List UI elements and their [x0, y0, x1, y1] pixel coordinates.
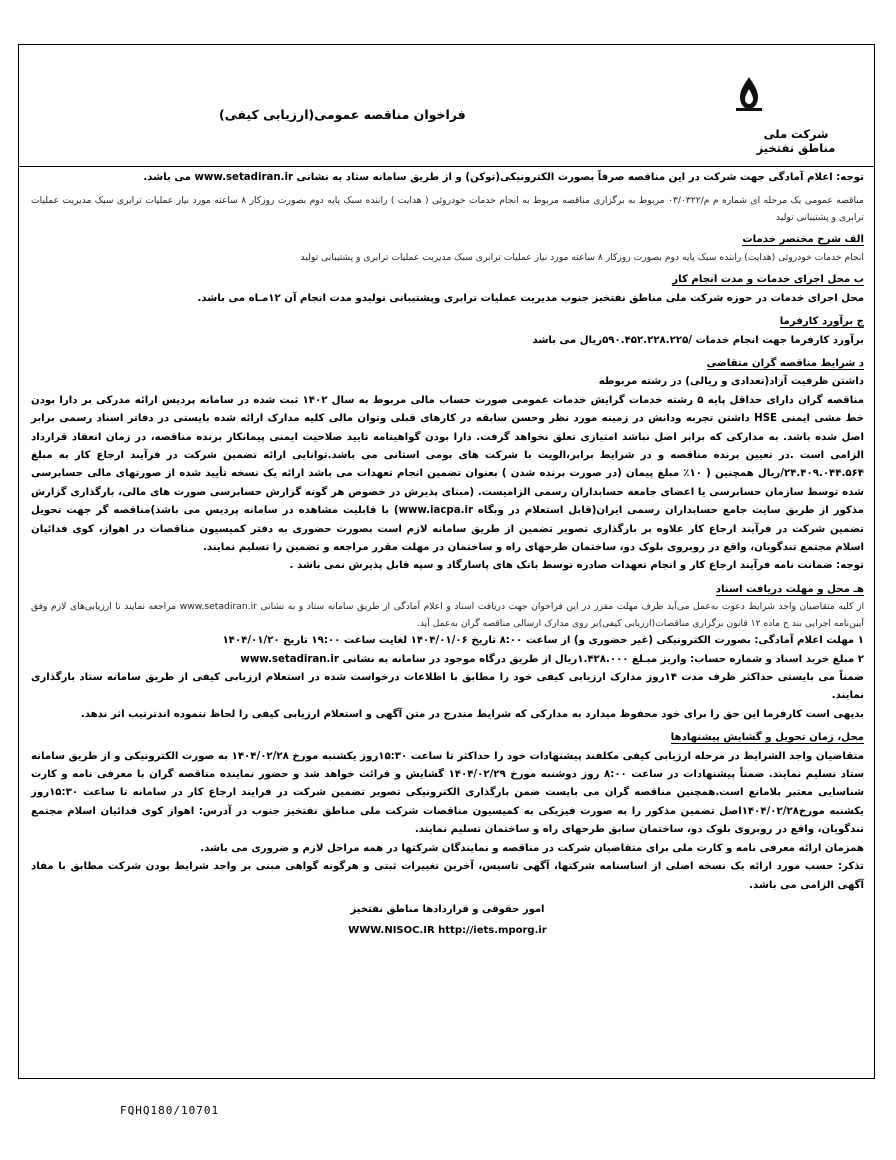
page-title: فراخوان مناقصه عمومی(ارزیابی کیفی)	[219, 107, 466, 122]
section-a-title: الف شرح مختصر خدمات	[742, 234, 864, 246]
caution-note: تذکر: حسب مورد ارائه یک نسخه اصلی از اساسنامه شرکتها، آگهی تاسیس، آخرین تغییرات ثبتی و هرگونه گواهی مبنی بر واجد شرایط بودن شرکت مطابق با مفاد آگهی الزامی می باشد.	[31, 861, 864, 891]
deadline-item: ۱ مهلت اعلام آمادگی: بصورت الکترونیکی (غیر حضوری و) از ساعت ۸:۰۰ تاریخ ۱۴۰۴/۰۱/۰۶ لغایت ساعت ۱۹:۰۰ تاریخ ۱۴۰۴/۰۱/۲۰	[222, 635, 864, 647]
section-d-title: د شرایط مناقصه گران متقاضی	[706, 357, 864, 369]
section-a-text: انجام خدمات خودروئی (هدایت) راننده سبک پایه دوم بصورت روزکار ۸ ساعته مورد نیاز عملیات ترابری سبک مدیریت عملیات ترابری و پشتیبانی تولید	[300, 251, 864, 263]
document-frame	[18, 44, 875, 1079]
document-header	[19, 45, 874, 167]
fee-item: ۲ مبلغ خرید اسناد و شماره حساب: واریز مبـلغ ۱.۴۲۸.۰۰۰ریال از طریق درگاه موجود در سامانه به نشانی www.setadiran.ir	[240, 653, 864, 665]
tender-intro: مناقصه عمومی یک مرحله ای شماره م م/۰۳/۰۳۲۲ مربوط به برگزاری مناقصه مربوط به انجام خدمات خودروئی ( هدایت ) راننده سبک پایه دوم بصورت روزکار ۸ ساعته مورد نیاز عملیات ترابری سبک مدیریت عملیات ترابری و پشتیبانی تولید	[31, 195, 864, 223]
signature-dept: امور حقوقی و قراردادها مناطق نفتخیز	[350, 903, 545, 915]
company-name-line1: شرکت ملی	[763, 127, 829, 141]
section-d-line1: داشتن ظرفیت آزاد(تعدادی و ریالی) در رشته مربوطه	[598, 376, 864, 388]
section-h-title: هـ محل و مهلت دریافت اسناد	[715, 583, 864, 595]
section-c-text: برآورد کارفرما جهت انجام خدمات /۵۹۰.۴۵۲.۲۲۸.۲۲۵ریال می باشد	[532, 334, 864, 346]
section-d-paragraph: مناقصه گران دارای حداقل پایه ۵ رشته خدمات گرایش خدمات عمومی صورت حساب مالی مربوط به سال ۱۴۰۲ ثبت شده در سامانه پردیس ارائه مدرکی بر دارا بودن خط مشی ایمنی HSE داشتن تجربه ودانش در زمینه مورد نظر وحسن سابقه در کارهای قبلی وتوان مالی کلیه مدارک ارائه شده بایستی در دفاتر اسناد رسمی برابر اصل شده باشد. به مدارکی که برابر اصل نباشد امتیازی تعلق نخواهد گرفت. دارا بودن گواهینامه تایید صلاحیت ایمنی پیمانکار برنده مناقصه، در زمان انعقاد قرارداد الزامی است .در تعیین برنده مناقصه و در شرایط برابر،الویت با شرکت های بومی استانی می باشد.توانایی ارائه تضمین شرکت در فرآیند ارجاع کار به مبلغ ۲۴.۴۰۹.۰۴۴.۵۶۴/ریال همچنین ( ۱۰٪ مبلغ پیمان (در صورت برنده شدن ) بعنوان تضمین انجام تعهدات می باشد ارائه یک نسخه تأیید شده از صورتهای مالی حسابرسی شده توسط سازمان حسابرسی یا اعضای جامعه حسابداران رسمی الزامیست. (مبنای پذیرش در خصوص هر گونه گزارش حسابرسی صورت های مالی، بارگذاری گزارش مذکور از طریق سایت جامع حسابداران رسمی ایران(قابل استعلام در وبگاه www.iacpa.ir) با قابلیت مشاهده در سامانه پردیس می باشد)مناقصه گر جهت تحویل تضمین شرکت در فرآیند ارجاع کار علاوه بر بارگذاری تصویر تضمین از طریق سامانه لازم است بصورت حضوری به دفتر کمیسیون مناقصات در اهواز، کوی فدائیان اسلام مجتمع تندگویان، واقع در روبروی بلوک دو، ساختمان طرحهای راه و ساختمان در مهلت مقرر مراجعه و تضمین را تسلیم نمایند.	[31, 394, 864, 553]
electronic-notice: توجه: اعلام آمادگی جهت شرکت در این مناقصه صرفاً بصورت الکترونیکی(توکن) و از طریق سامانه ستاد به نشانی www.setadiran.ir می باشد.	[143, 172, 864, 183]
section-c-title: ج برآورد کارفرما	[779, 316, 864, 328]
signature-web: WWW.NISOC.IR http://iets.mporg.ir	[348, 924, 547, 936]
upload-note: ضمناً می بایستی حداکثر ظرف مدت ۱۴روز مدارک ارزیابی کیفی خود را مطابق با اطلاعات درخواست شده در استعلام ارزیابی کیفی از طریق سامانه ستاد بارگذاری نمایند.	[31, 672, 864, 702]
document-body	[31, 169, 864, 941]
company-name	[736, 127, 856, 155]
footer-code: FQHQ180/10701	[120, 1104, 220, 1117]
section-v-title: محل، زمان تحویل و گشایش پیشنهادها	[670, 732, 864, 744]
section-v-paragraph: متقاضیان واجد الشرایط در مرحله ارزیابی کیفی مکلفند پیشنهادات خود را حداکثر تا ساعت ۱۵:۳۰روز یکشنبه مورخ ۱۴۰۴/۰۲/۲۸ به صورت الکترونیکی و از طریق سامانه ستاد تسلیم نمایند. ضمناً پیشنهادات در ساعت ۸:۰۰ روز دوشنبه مورخ ۱۴۰۴/۰۲/۲۹ گشایش و قرائت خواهد شد و حضور نماینده مناقصه گران با معرفی نامه و کارت شناسایی معتبر بلامانع است.همچنین مناقصه گران می بایست ضمن بارگذاری الکترونیکی تصویر تضمین شرکت در فرایند ارجاع کار در سامانه تا ساعت ۱۵:۳۰روز یکشنبه مورخ۱۴۰۴/۰۲/۲۸اصل تضمین مذکور را به صورت فیزیکی به کمیسیون مناقصات شرکت ملی مناطق نفتخیز جنوب در آدرس: اهواز کوی فدائیان اسلام مجتمع تندگویان، واقع در روبروی بلوک دو، ساختمان سابق طرحهای راه و ساختمان تسلیم نمایند.	[31, 750, 865, 836]
signature-block	[31, 899, 864, 941]
section-h-intro: از کلیه متقاضیان واجد شرایط دعوت به‌عمل می‌آید ظرف مهلت مقرر در این فراخوان جهت دریافت اسناد و اعلام آمادگی از طریق سامانه ستاد و به نشانی www.setadiran.ir مراجعه نمایند تا ارزیابی‌های لازم وفق آیین‌نامه اجرایی بند ج ماده ۱۲ قانون برگزاری مناقصات(ارزیابی کیفی)بر روی مدارک ارسالی مناقصه گران به‌عمل آید.	[31, 601, 864, 629]
nioc-logo-icon	[732, 75, 766, 113]
guarantee-note: توجه: ضمانت نامه فرآیند ارجاع کار و انجام تعهدات صادره توسط بانک های پاسارگاد و سپه قابل پذیرش نمی باشد .	[289, 560, 864, 572]
section-v-line2: همزمان ارائه معرفی نامه و کارت ملی برای متقاضیان شرکت در مناقصه و نمایندگان شرکتها در همه مراحل لازم و ضروری می باشد.	[200, 842, 864, 854]
section-b-text: محل اجرای خدمات در حوزه شرکت ملی مناطق نفتخیز جنوب مدیریت عملیات ترابری وپشتیبانی تولیدو مدت انجام آن ۱۲مـاه می باشد.	[197, 292, 864, 304]
section-b-title: ب محل اجرای خدمات و مدت انجام کار	[672, 274, 864, 286]
company-name-line2: مناطق نفتخیز	[756, 141, 836, 155]
employer-note: بدیهی است کارفرما این حق را برای خود محفوظ میدارد به مدارکی که شرایط مندرج در متن آگهی و استعلام ارزیابی کیفی را لحاظ ننموده اندترتیب اثر ندهد.	[80, 708, 864, 720]
